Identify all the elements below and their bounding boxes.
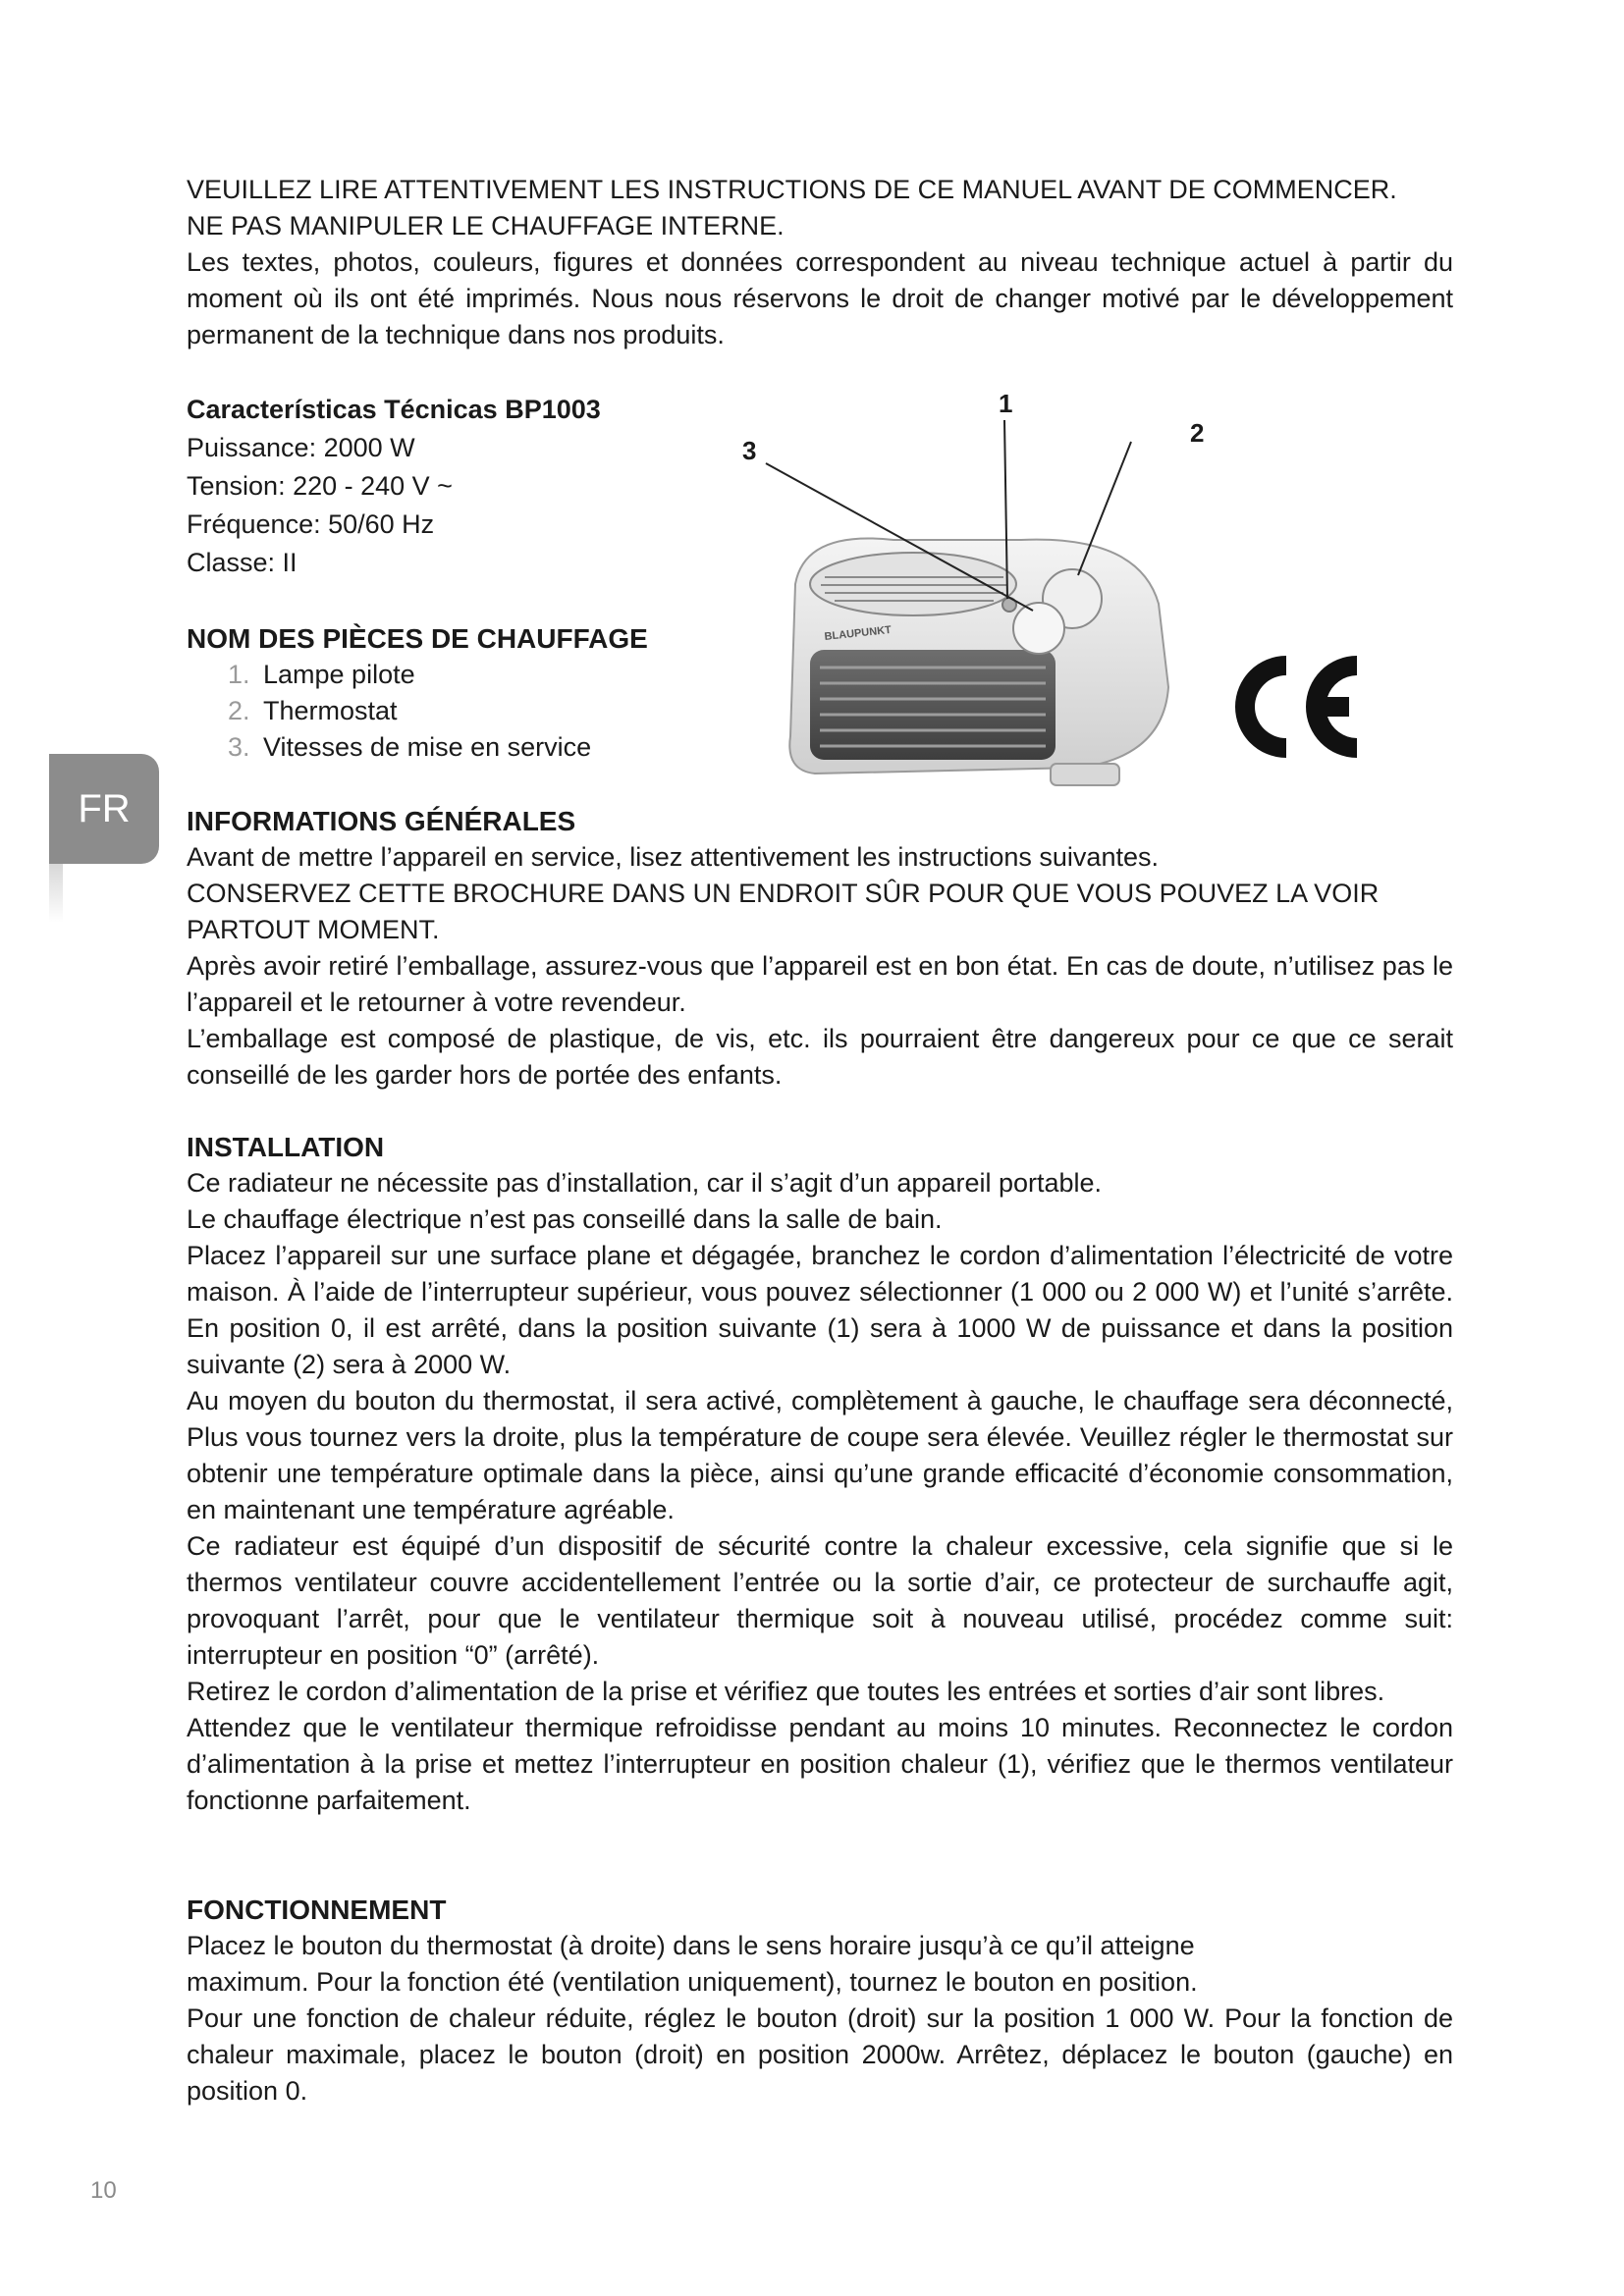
heater-foot <box>1051 764 1119 785</box>
part-label: Lampe pilote <box>263 660 415 689</box>
operation-paragraph-1b: maximum. Pour la fonction été (ventilation uniquement), tournez le bouton en position. <box>187 1967 1198 1997</box>
callout-number-3: 3 <box>742 436 757 465</box>
general-info-section <box>187 803 1453 1094</box>
language-tab: FR <box>49 754 159 864</box>
installation-section <box>187 1129 1453 1819</box>
installation-paragraph-7: Attendez que le ventilateur thermique refroidisse pendant au moins 10 minutes. Reconnectez le cordon d’alimentation à la prise et mettez l’interrupteur en position chaleur (1), vérifiez que le thermos ventilateur fonctionne parfaitement. <box>187 1713 1453 1815</box>
operation-section <box>187 1892 1453 2109</box>
part-number: 3. <box>228 732 250 762</box>
heater-figure <box>727 389 1237 805</box>
list-item <box>187 693 736 729</box>
spec-power: Puissance: 2000 W <box>187 433 415 462</box>
spec-class: Classe: II <box>187 548 298 577</box>
intro-warning-internal: NE PAS MANIPULER LE CHAUFFAGE INTERNE. <box>187 211 785 240</box>
intro-paragraph: Les textes, photos, couleurs, figures et données correspondent au niveau technique actuel à partir du moment où ils ont été imprimés. Nous nous réservons le droit de changer motivé par le développement permanent de la technique dans nos produits. <box>187 247 1453 349</box>
installation-paragraph-5: Ce radiateur est équipé d’un dispositif de sécurité contre la chaleur excessive, cela signifie que si le thermos ventilateur couvre accidentellement l’entrée ou la sortie d’air, ce protecteur de surchauffe agit, provoquant l’arrêt, pour que le ventilateur thermique soit à nouveau utilisé, procédez comme suit: interrupteur en position “0” (arrêté). <box>187 1531 1453 1670</box>
callout-number-1: 1 <box>999 389 1013 418</box>
operation-paragraph-2: Pour une fonction de chaleur réduite, réglez le bouton (droit) sur la position 1 000 W. Pour la fonction de chaleur maximale, placez le bouton (droit) en position 2000w. Arrêtez, déplacez le bouton (gauche) en position 0. <box>187 2003 1453 2106</box>
installation-paragraph-1: Ce radiateur ne nécessite pas d’installation, car il s’agit d’un appareil portable. <box>187 1168 1103 1198</box>
general-paragraph-4: L’emballage est composé de plastique, de vis, etc. ils pourraient être dangereux pour ce que ce serait conseillé de les garder hors de portée des enfants. <box>187 1024 1453 1090</box>
list-item <box>187 657 736 693</box>
spec-frequency: Fréquence: 50/60 Hz <box>187 509 435 539</box>
page-number: 10 <box>90 2177 117 2204</box>
part-number: 2. <box>228 696 250 725</box>
general-paragraph-1: Avant de mettre l’appareil en service, lisez attentivement les instructions suivantes. <box>187 842 1159 872</box>
parts-title: NOM DES PIÈCES DE CHAUFFAGE <box>187 623 648 654</box>
operation-paragraph-1a: Placez le bouton du thermostat (à droite) dans le sens horaire jusqu’à ce qu’il atteigne <box>187 1931 1195 1960</box>
part-label: Vitesses de mise en service <box>263 732 592 762</box>
list-item <box>187 729 736 766</box>
general-title: INFORMATIONS GÉNÉRALES <box>187 806 576 836</box>
general-paragraph-3: Après avoir retiré l’emballage, assurez-vous que l’appareil est en bon état. En cas de doute, n’utilisez pas le l’appareil et le retourner à votre revendeur. <box>187 951 1453 1017</box>
ce-mark <box>1227 648 1365 771</box>
brand-label: BLAUPUNKT <box>824 623 893 643</box>
callout-number-2: 2 <box>1190 418 1205 448</box>
spec-voltage: Tension: 220 - 240 V ~ <box>187 471 453 501</box>
installation-paragraph-4: Au moyen du bouton du thermostat, il sera activé, complètement à gauche, le chauffage sera déconnecté, Plus vous tournez vers la droite, plus la température de coupe sera élevée. Veuillez régler le thermostat sur obtenir une température optimale dans la pièce, ainsi qu’une grande efficacité d’économie consommation, en maintenant une température agréable. <box>187 1386 1453 1524</box>
installation-paragraph-2: Le chauffage électrique n’est pas conseillé dans la salle de bain. <box>187 1204 943 1234</box>
intro-section <box>187 172 1453 353</box>
operation-title: FONCTIONNEMENT <box>187 1895 447 1925</box>
general-paragraph-2: CONSERVEZ CETTE BROCHURE DANS UN ENDROIT SÛR POUR QUE VOUS POUVEZ LA VOIR PARTOUT MOMENT. <box>187 879 1380 944</box>
installation-paragraph-6: Retirez le cordon d’alimentation de la prise et vérifiez que toutes les entrées et sorties d’air sont libres. <box>187 1677 1385 1706</box>
installation-paragraph-3: Placez l’appareil sur une surface plane et dégagée, branchez le cordon d’alimentation l’électricité de votre maison. À l’aide de l’interrupteur supérieur, vous pouvez sélectionner (1 000 ou 2 000 W) et l’unité s’arrête. En position 0, il est arrêté, dans la position suivante (1) sera à 1000 W de puissance et dans la position suivante (2) sera à 2000 W. <box>187 1241 1453 1379</box>
installation-title: INSTALLATION <box>187 1132 385 1162</box>
language-tab-shadow <box>49 864 63 923</box>
parts-list <box>187 657 736 766</box>
speed-knob <box>1013 603 1064 654</box>
technical-specs <box>187 391 736 582</box>
ce-mark-icon <box>1227 648 1365 766</box>
heater-illustration <box>727 393 1237 805</box>
intro-warning-read: VEUILLEZ LIRE ATTENTIVEMENT LES INSTRUCTIONS DE CE MANUEL AVANT DE COMMENCER. <box>187 175 1397 204</box>
part-label: Thermostat <box>263 696 398 725</box>
specs-title: Características Técnicas BP1003 <box>187 395 601 424</box>
parts-section <box>187 620 736 766</box>
part-number: 1. <box>228 660 250 689</box>
